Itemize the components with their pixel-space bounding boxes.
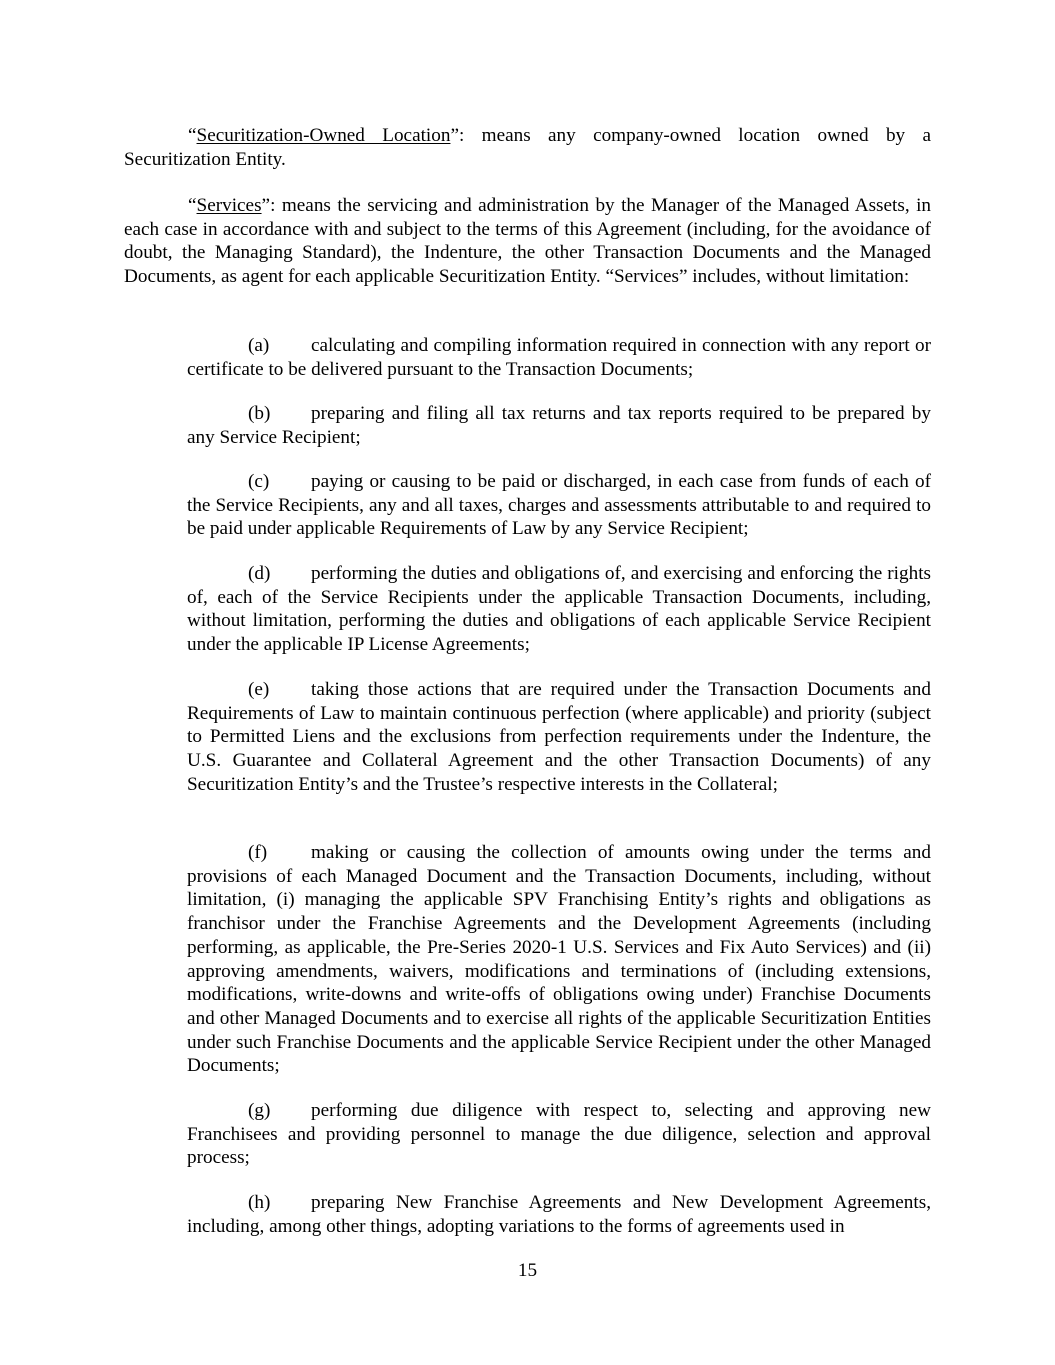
item-text: performing due diligence with respect to, selecting and approving new Franchisees and providing personnel to manage the due diligence, selection and approval process; [187,1100,931,1169]
list-item [187,562,931,657]
item-label: (d) [248,563,271,584]
item-label: (e) [248,679,270,700]
definition-body: : means the servicing and administration by the Manager of the Managed Assets, in each case in accordance with and subject to the terms of this Agreement (including, for the avoidance of doubt, the Managing Standard), the Indenture, the other Transaction Documents and the Managed Documents, as agent for each applicable Securitization Entity. “Services” includes, without limitation: [124,195,931,288]
definition-services: “Services”: means the servicing and administration by the Manager of the Managed Assets, in each case in accordance with and subject to the terms of this Agreement (including, for the avoidance of doubt, the Managing Standard), the Indenture, the other Transaction Documents and the Managed Documents, as agent for each applicable Securitization Entity. “Services” includes, without limitation: [124,195,931,288]
list-item [187,334,931,381]
item-label: (b) [248,403,271,424]
item-text: performing the duties and obligations of, and exercising and enforcing the rights of, each of the Service Recipients under the applicable Transaction Documents, including, without limitation, performing the duties and obligations of each applicable Service Recipient under the applicable IP License Agreements; [187,563,931,656]
list-item [187,1191,931,1238]
list-item [187,678,931,797]
defined-term: Securitization-Owned Location [196,125,451,146]
item-text: calculating and compiling information required in connection with any report or certificate to be delivered pursuant to the Transaction Documents; [187,335,931,380]
definition-body: : means any company-owned location owned by a Securitization Entity. [124,125,931,170]
item-text: preparing New Franchise Agreements and New Development Agreements, including, among other things, adopting variations to the forms of agreements used in [187,1192,931,1237]
definition-securitization-owned-location: “Securitization-Owned Location”: means any company-owned location owned by a Securitization Entity. [124,125,931,170]
item-text: paying or causing to be paid or discharged, in each case from funds of each of the Service Recipients, any and all taxes, charges and assessments attributable to and required to be paid under applicable Requirements of Law by any Service Recipient; [187,471,931,540]
item-label: (c) [248,471,270,492]
item-text: taking those actions that are required under the Transaction Documents and Requirements of Law to maintain continuous perfection (where applicable) and priority (subject to Permitted Liens and the exclusions from perfection requirements under the Indenture, the U.S. Guarantee and Collateral Agreement and the other Transaction Documents) of any Securitization Entity’s and the Trustee’s respective interests in the Collateral; [187,679,931,795]
page-number: 15 [517,1260,538,1281]
item-label: (h) [248,1192,271,1213]
item-label: (g) [248,1100,271,1121]
list-item [187,1099,931,1170]
list-item [187,841,931,1078]
defined-term: Services [196,195,262,216]
list-item [187,402,931,449]
list-item [187,470,931,541]
item-text: preparing and filing all tax returns and tax reports required to be prepared by any Service Recipient; [187,403,931,448]
item-label: (a) [248,335,270,356]
item-label: (f) [248,842,268,863]
item-text: making or causing the collection of amounts owing under the terms and provisions of each Managed Document and the Transaction Documents, including, without limitation, (i) managing the applicable SPV Franchising Entity’s rights and obligations as franchisor under the Franchise Agreements and the Development Agreements (including performing, as applicable, the Pre-Series 2020-1 U.S. Services and Fix Auto Services) and (ii) approving amendments, waivers, modifications and terminations of (including extensions, modifications, write-downs and write-offs of obligations owing under) Franchise Documents and other Managed Documents and to exercise all rights of the applicable Securitization Entities under such Franchise Documents and the applicable Service Recipient under the other Managed Documents; [187,842,931,1077]
